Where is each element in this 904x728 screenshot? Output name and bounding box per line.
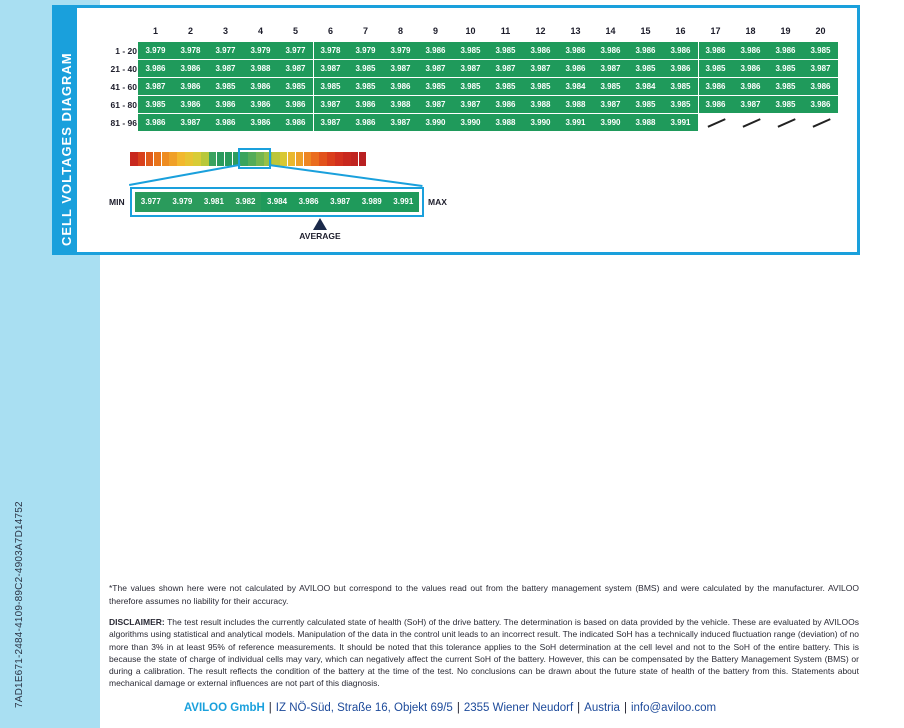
column-header: 2 [187, 26, 193, 36]
voltage-cell: 3.987 [488, 60, 523, 77]
voltage-cell: 3.986 [348, 96, 383, 113]
voltage-cell: 3.985 [208, 78, 243, 95]
voltage-cell: 3.985 [488, 78, 523, 95]
disclaimer-text: The test result includes the currently calculated state of health (SoH) of the drive battery. The determination is based on data provided by the vehicle. These are evaluated by AVILOOs algorithms using statistical and analytical models. Manipulation of the data in the control unit leads to an incorrect result. The indicated SoH has a technically induced fluctuation range (deviation) of no more than 3% in at least 95% of reference measurements. It should be noted that this tolerance applies to the SoH determination at the cell level and not to the SoH of the entire battery. This is because the state of charge of individual cells may vary, which can negatively affect the current SoH of the battery. However, this can be compensated by the Battery Management System (BMS) or during a calibration. The result reflects the condition of the battery at the time of the test. No conclusions can be drawn about the future state of health of the battery from this. Statements about mechanical damage or external influences are not part of this diagnosis. [109, 617, 859, 689]
footer-company: AVILOO GmbH [183, 702, 265, 714]
scale-swatch [169, 152, 177, 166]
voltage-cell: 3.985 [628, 60, 663, 77]
column-header: 15 [640, 26, 651, 36]
voltage-cell: 3.986 [243, 78, 278, 95]
footnote: *The values shown here were not calculated by AVILOO but correspond to the values read out from the battery management system (BMS) and were calculated by the manufacturer. AVILOO therefore assumes no liability for their accuracy. [109, 583, 859, 606]
footer-separator: | [456, 702, 460, 714]
voltage-cell: 3.985 [453, 42, 488, 59]
footer-city: 2355 Wiener Neudorf [463, 702, 574, 714]
footer-separator: | [268, 702, 272, 714]
connector-right [269, 164, 423, 187]
voltage-cell: 3.990 [593, 114, 628, 131]
voltage-cell: 3.986 [663, 60, 698, 77]
voltage-cell: 3.977 [278, 42, 313, 59]
connector-left [129, 164, 241, 186]
voltage-cell: 3.986 [698, 42, 733, 59]
column-header: 18 [745, 26, 756, 36]
voltage-cell: 3.987 [208, 60, 243, 77]
empty-cell [768, 114, 803, 131]
range-value: 3.984 [261, 192, 293, 212]
scale-swatch [319, 152, 327, 166]
voltage-cell: 3.987 [453, 96, 488, 113]
voltage-cell: 3.988 [243, 60, 278, 77]
voltage-cell: 3.985 [313, 78, 348, 95]
scale-swatch [343, 152, 351, 166]
scale-swatch [177, 152, 185, 166]
voltage-cell: 3.987 [173, 114, 208, 131]
voltage-cell: 3.990 [453, 114, 488, 131]
voltage-cell: 3.985 [628, 96, 663, 113]
group-separator [698, 42, 699, 132]
voltage-cell: 3.986 [733, 42, 768, 59]
scale-swatch [311, 152, 319, 166]
footer-country: Austria [584, 702, 620, 714]
empty-cell [698, 114, 733, 131]
empty-cell [803, 114, 838, 131]
voltage-cell: 3.986 [173, 78, 208, 95]
voltage-cell: 3.986 [593, 42, 628, 59]
voltage-cell: 3.987 [383, 60, 418, 77]
voltage-cell: 3.979 [383, 42, 418, 59]
range-value: 3.981 [198, 192, 230, 212]
scale-swatch [288, 152, 296, 166]
column-header: 8 [397, 26, 403, 36]
voltage-cell: 3.988 [523, 96, 558, 113]
voltage-cell: 3.979 [138, 42, 173, 59]
voltage-cell: 3.984 [628, 78, 663, 95]
voltage-cell: 3.986 [803, 96, 838, 113]
column-header: 13 [570, 26, 581, 36]
footer-separator: | [577, 702, 581, 714]
voltage-cell: 3.986 [488, 96, 523, 113]
column-header: 9 [432, 26, 438, 36]
range-value: 3.989 [356, 192, 388, 212]
voltage-cell: 3.987 [523, 60, 558, 77]
range-value: 3.977 [135, 192, 167, 212]
voltage-cell: 3.985 [348, 78, 383, 95]
voltage-cell: 3.977 [208, 42, 243, 59]
scale-swatch [154, 152, 162, 166]
scale-highlight [238, 148, 271, 169]
range-value: 3.986 [293, 192, 325, 212]
footer-separator: | [623, 702, 627, 714]
voltage-cell: 3.986 [698, 96, 733, 113]
row-header: 41 - 60 [110, 82, 137, 92]
scale-swatch [225, 152, 233, 166]
voltage-cell: 3.986 [663, 42, 698, 59]
voltage-cell: 3.987 [418, 96, 453, 113]
disclaimer-heading: DISCLAIMER: [109, 617, 165, 627]
column-header: 1 [152, 26, 158, 36]
voltage-cell: 3.985 [593, 78, 628, 95]
row-header: 61 - 80 [110, 100, 137, 110]
voltage-cell: 3.985 [768, 78, 803, 95]
voltage-cell: 3.988 [628, 114, 663, 131]
voltage-cell: 3.985 [698, 60, 733, 77]
voltage-cell: 3.978 [173, 42, 208, 59]
voltage-cell: 3.988 [558, 96, 593, 113]
column-header: 7 [362, 26, 368, 36]
voltage-cell: 3.985 [138, 96, 173, 113]
voltage-cell: 3.984 [558, 78, 593, 95]
voltage-cell: 3.991 [558, 114, 593, 131]
voltage-cell: 3.986 [243, 96, 278, 113]
voltage-cell: 3.986 [138, 60, 173, 77]
column-header: 4 [257, 26, 263, 36]
voltage-cell: 3.986 [698, 78, 733, 95]
min-max-values [135, 192, 419, 212]
scale-swatch [304, 152, 312, 166]
voltage-cell: 3.985 [348, 60, 383, 77]
voltage-cell: 3.986 [243, 114, 278, 131]
voltage-cell: 3.988 [383, 96, 418, 113]
scale-swatch [351, 152, 359, 166]
scale-swatch [217, 152, 225, 166]
voltage-cell: 3.987 [313, 60, 348, 77]
min-label: MIN [109, 197, 125, 207]
voltage-cell: 3.988 [488, 114, 523, 131]
scale-swatch [209, 152, 217, 166]
scale-swatch [130, 152, 138, 166]
voltage-cell: 3.985 [523, 78, 558, 95]
average-marker-icon [313, 218, 327, 230]
range-value: 3.987 [324, 192, 356, 212]
voltage-cell: 3.979 [348, 42, 383, 59]
column-header: 3 [222, 26, 228, 36]
row-header: 1 - 20 [115, 46, 137, 56]
voltage-cell: 3.987 [453, 60, 488, 77]
voltage-cell: 3.986 [768, 42, 803, 59]
voltage-cell: 3.985 [768, 60, 803, 77]
column-header: 10 [465, 26, 476, 36]
column-header: 14 [605, 26, 616, 36]
empty-cell [733, 114, 768, 131]
voltage-cell: 3.985 [663, 78, 698, 95]
scale-swatch [201, 152, 209, 166]
voltage-cell: 3.990 [418, 114, 453, 131]
voltage-cell: 3.987 [278, 60, 313, 77]
disclaimer [109, 616, 859, 690]
voltage-cell: 3.986 [558, 60, 593, 77]
column-header: 6 [327, 26, 333, 36]
scale-swatch [146, 152, 154, 166]
group-separator [313, 42, 314, 132]
cell-voltages-card [52, 5, 860, 255]
column-header: 16 [675, 26, 686, 36]
row-header: 81 - 96 [110, 118, 137, 128]
footer-email[interactable]: info@aviloo.com [630, 702, 717, 714]
voltage-cell: 3.986 [523, 42, 558, 59]
voltage-cell: 3.986 [208, 96, 243, 113]
column-header: 5 [292, 26, 298, 36]
voltage-cell: 3.985 [663, 96, 698, 113]
voltage-cell: 3.985 [278, 78, 313, 95]
scale-swatch [185, 152, 193, 166]
voltage-cell: 3.985 [488, 42, 523, 59]
column-header: 17 [710, 26, 721, 36]
voltage-cell: 3.987 [313, 114, 348, 131]
voltage-cell: 3.986 [733, 78, 768, 95]
voltage-cell: 3.991 [663, 114, 698, 131]
voltage-cell: 3.987 [593, 96, 628, 113]
voltage-cell: 3.978 [313, 42, 348, 59]
range-value: 3.979 [167, 192, 199, 212]
voltage-cell: 3.985 [768, 96, 803, 113]
scale-swatch [335, 152, 343, 166]
voltage-cell: 3.986 [278, 96, 313, 113]
column-header: 19 [780, 26, 791, 36]
scale-swatch [138, 152, 146, 166]
scale-swatch [193, 152, 201, 166]
footer-address: IZ NÖ-Süd, Straße 16, Objekt 69/5 [275, 702, 453, 714]
voltage-cell: 3.986 [348, 114, 383, 131]
voltage-cell: 3.986 [173, 60, 208, 77]
range-value: 3.991 [388, 192, 420, 212]
voltage-cell: 3.987 [383, 114, 418, 131]
voltage-cell: 3.987 [733, 96, 768, 113]
voltage-cell: 3.986 [138, 114, 173, 131]
voltage-cell: 3.986 [383, 78, 418, 95]
range-value: 3.982 [230, 192, 262, 212]
column-header: 11 [500, 26, 511, 36]
scale-swatch [327, 152, 335, 166]
voltage-cell: 3.986 [803, 78, 838, 95]
voltage-cell: 3.986 [278, 114, 313, 131]
voltage-cell: 3.986 [558, 42, 593, 59]
scale-swatch [280, 152, 288, 166]
footer [100, 702, 800, 714]
max-label: MAX [428, 197, 447, 207]
voltage-cell: 3.979 [243, 42, 278, 59]
voltage-cell: 3.986 [418, 42, 453, 59]
average-label: AVERAGE [299, 231, 341, 241]
row-header: 21 - 40 [110, 64, 137, 74]
min-max-range [130, 187, 424, 217]
voltage-cell: 3.986 [208, 114, 243, 131]
scale-swatch [296, 152, 304, 166]
document-id: 7AD1E671-2484-4109-89C2-4903A7D14752 [14, 501, 25, 708]
voltage-cell: 3.985 [803, 42, 838, 59]
voltage-cell: 3.987 [593, 60, 628, 77]
voltage-cell: 3.990 [523, 114, 558, 131]
voltage-cell: 3.987 [803, 60, 838, 77]
column-header: 12 [535, 26, 546, 36]
voltage-cell: 3.986 [173, 96, 208, 113]
voltage-cell: 3.986 [733, 60, 768, 77]
voltage-cell: 3.987 [313, 96, 348, 113]
column-header: 20 [815, 26, 826, 36]
voltage-cell: 3.986 [628, 42, 663, 59]
diagram-title: CELL VOLTAGES DIAGRAM [59, 52, 74, 246]
scale-swatch [359, 152, 367, 166]
voltage-cell: 3.985 [453, 78, 488, 95]
voltage-cell: 3.987 [418, 60, 453, 77]
scale-swatch [162, 152, 170, 166]
voltage-cell: 3.987 [138, 78, 173, 95]
voltage-cell: 3.985 [418, 78, 453, 95]
